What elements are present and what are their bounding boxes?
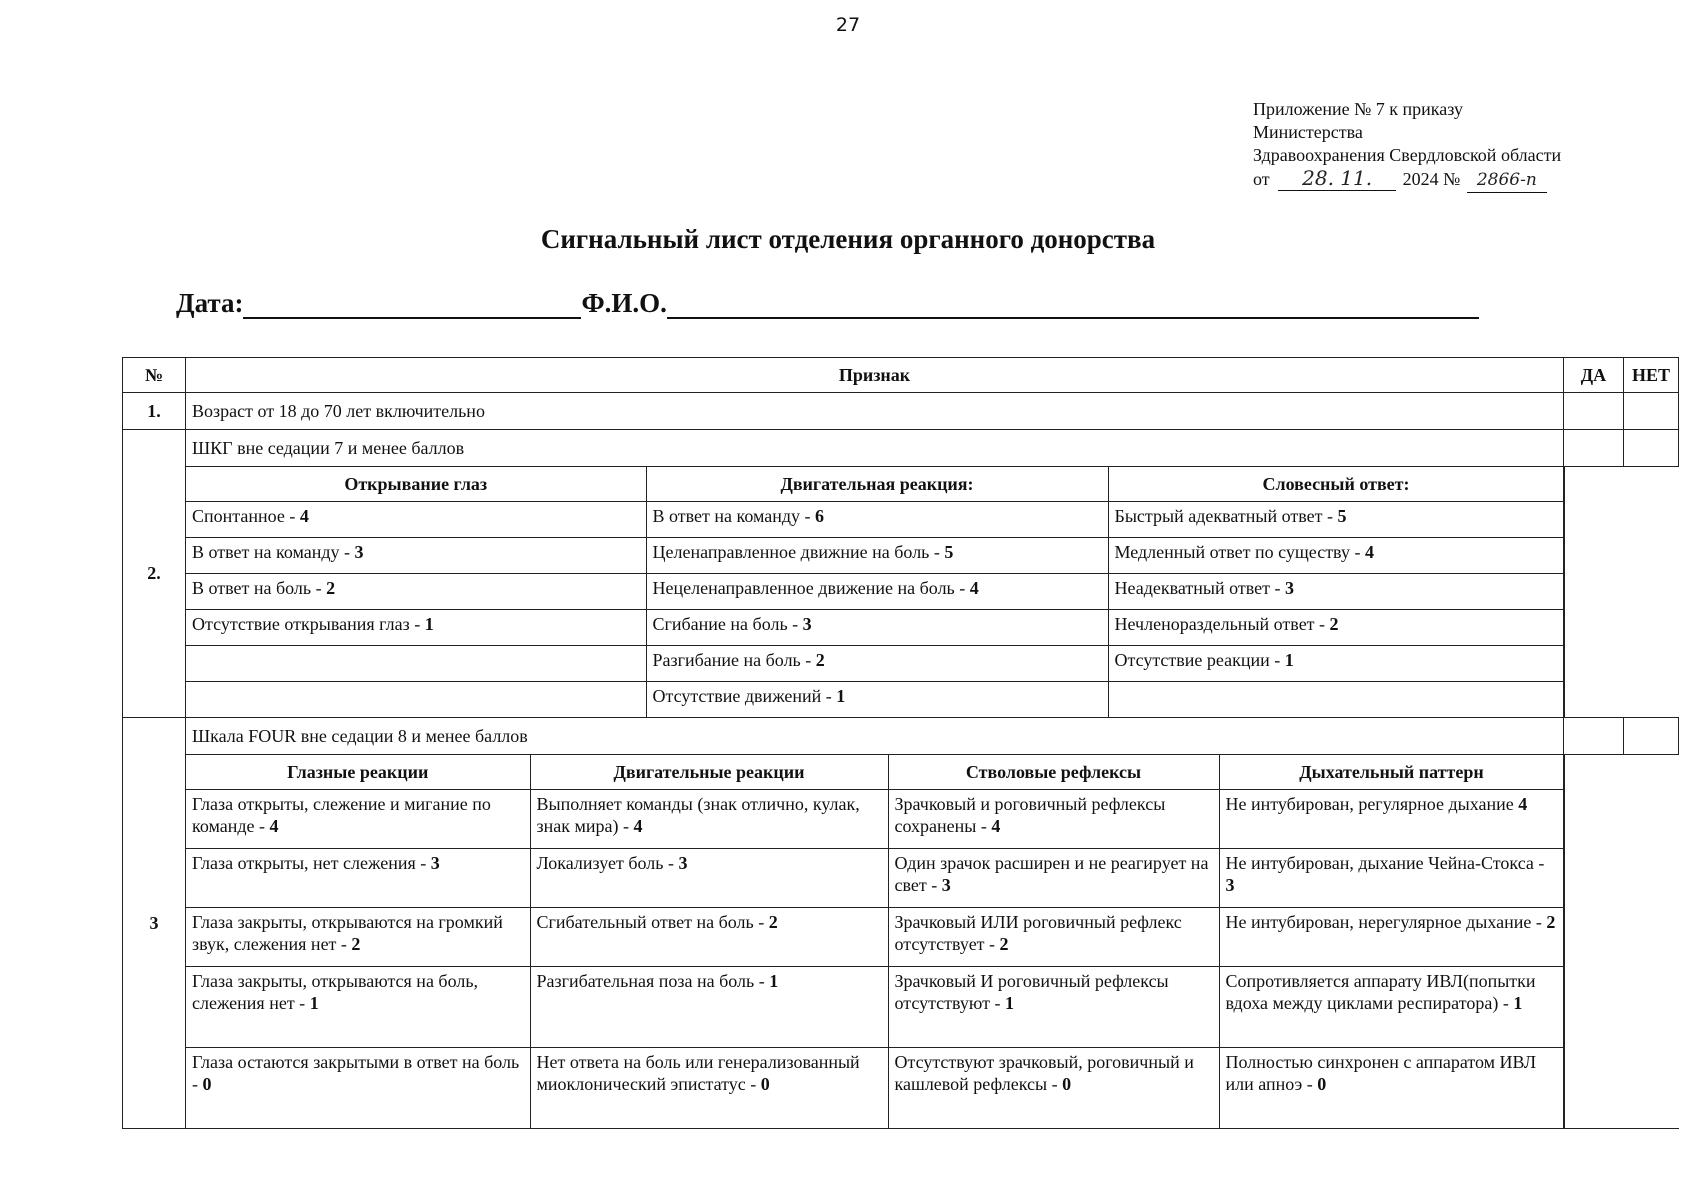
handwritten-order-date: 28. 11. <box>1278 167 1396 191</box>
four-col-respiration: Дыхательный паттерн <box>1219 755 1564 790</box>
four-cell: Локализует боль - 3 <box>530 849 888 908</box>
four-cell: Зрачковый ИЛИ роговичный рефлекс отсутствует - 2 <box>888 908 1219 967</box>
row-number: 2. <box>123 430 186 718</box>
header-line-3: Здравоохранения Свердловской области <box>1253 145 1562 165</box>
fio-field[interactable] <box>667 292 1479 319</box>
signal-table <box>122 357 1679 1129</box>
four-cell: Выполняет команды (знак отлично, кулак, знак мира) - 4 <box>530 790 888 849</box>
gcs-cell: В ответ на команду - 6 <box>646 502 1108 538</box>
header-num: № <box>123 358 186 393</box>
table-row <box>186 574 1564 610</box>
gcs-cell <box>186 646 646 682</box>
table-row <box>186 908 1564 967</box>
four-cell: Глаза открыты, слежение и мигание по команде - 4 <box>186 790 530 849</box>
header-sign: Признак <box>186 358 1564 393</box>
form-title: Сигнальный лист отделения органного донорства <box>540 224 1156 254</box>
table-row-gcs <box>123 430 1679 467</box>
empty-cell <box>1564 755 1679 1129</box>
four-cell: Глаза открыты, нет слежения - 3 <box>186 849 530 908</box>
header-yes: ДА <box>1564 358 1624 393</box>
yes-checkbox-cell[interactable] <box>1564 393 1624 430</box>
gcs-col-verbal: Словесный ответ: <box>1108 467 1564 502</box>
empty-cell <box>1564 467 1679 718</box>
no-checkbox-cell[interactable] <box>1624 393 1679 430</box>
from-label: от <box>1253 169 1270 189</box>
four-col-eyes: Глазные реакции <box>186 755 530 790</box>
form-fields <box>176 288 1479 319</box>
yes-checkbox-cell[interactable] <box>1564 718 1624 755</box>
gcs-cell: Быстрый адекватный ответ - 5 <box>1108 502 1564 538</box>
four-col-brainstem: Стволовые рефлексы <box>888 755 1219 790</box>
fio-label: Ф.И.О. <box>581 288 667 318</box>
table-row <box>186 646 1564 682</box>
four-cell: Разгибательная поза на боль - 1 <box>530 967 888 1048</box>
gcs-cell: Разгибание на боль - 2 <box>646 646 1108 682</box>
four-cell: Один зрачок расширен и не реагирует на свет - 3 <box>888 849 1219 908</box>
gcs-cell: Неадекватный ответ - 3 <box>1108 574 1564 610</box>
gcs-subtable-cell <box>186 467 1564 718</box>
four-cell: Полностью синхронен с аппаратом ИВЛ или апноэ - 0 <box>1219 1048 1564 1129</box>
table-row-age <box>123 393 1679 430</box>
table-row <box>186 849 1564 908</box>
gcs-col-eyes: Открывание глаз <box>186 467 646 502</box>
header-line-2: Министерства <box>1253 122 1363 142</box>
four-subtable-cell <box>186 755 1564 1129</box>
sign-text: ШКГ вне седации 7 и менее баллов <box>186 430 1564 467</box>
four-cell: Нет ответа на боль или генерализованный миоклонический эпистатус - 0 <box>530 1048 888 1129</box>
year-label: 2024 № <box>1402 169 1461 189</box>
table-row <box>186 682 1564 718</box>
row-number: 1. <box>123 393 186 430</box>
gcs-cell <box>186 682 646 718</box>
gcs-cell: Сгибание на боль - 3 <box>646 610 1108 646</box>
gcs-cell: Спонтанное - 4 <box>186 502 646 538</box>
four-cell: Не интубирован, дыхание Чейна-Стокса - 3 <box>1219 849 1564 908</box>
gcs-cell: Нечленораздельный ответ - 2 <box>1108 610 1564 646</box>
gcs-subtable <box>186 467 1565 717</box>
table-row <box>186 967 1564 1048</box>
header-order-date-line <box>1253 167 1561 193</box>
table-row <box>186 538 1564 574</box>
gcs-cell: Отсутствие движений - 1 <box>646 682 1108 718</box>
no-checkbox-cell[interactable] <box>1624 430 1679 467</box>
no-checkbox-cell[interactable] <box>1624 718 1679 755</box>
gcs-cell: Медленный ответ по существу - 4 <box>1108 538 1564 574</box>
four-subtable <box>186 755 1565 1128</box>
handwritten-order-number: 2866-п <box>1467 169 1547 193</box>
date-field[interactable] <box>243 292 581 319</box>
gcs-cell: Отсутствие реакции - 1 <box>1108 646 1564 682</box>
header-no: НЕТ <box>1624 358 1679 393</box>
table-row <box>186 610 1564 646</box>
gcs-cell <box>1108 682 1564 718</box>
four-col-motor: Двигательные реакции <box>530 755 888 790</box>
four-cell: Сгибательный ответ на боль - 2 <box>530 908 888 967</box>
sign-text: Шкала FOUR вне седации 8 и менее баллов <box>186 718 1564 755</box>
order-annex-header <box>1253 98 1561 193</box>
page-number: 27 <box>835 14 861 36</box>
gcs-col-motor: Двигательная реакция: <box>646 467 1108 502</box>
date-label: Дата: <box>176 288 244 318</box>
header-line-1: Приложение № 7 к приказу <box>1253 99 1463 119</box>
table-row-four <box>123 718 1679 755</box>
four-cell: Не интубирован, регулярное дыхание 4 <box>1219 790 1564 849</box>
four-cell: Отсутствуют зрачковый, роговичный и кашлевой рефлексы - 0 <box>888 1048 1219 1129</box>
four-cell: Глаза остаются закрытыми в ответ на боль - 0 <box>186 1048 530 1129</box>
table-row <box>186 790 1564 849</box>
gcs-cell: В ответ на команду - 3 <box>186 538 646 574</box>
gcs-cell: Целенаправленное движние на боль - 5 <box>646 538 1108 574</box>
four-cell: Зрачковый И роговичный рефлексы отсутствуют - 1 <box>888 967 1219 1048</box>
gcs-cell: Отсутствие открывания глаз - 1 <box>186 610 646 646</box>
four-cell: Глаза закрыты, открываются на громкий звук, слежения нет - 2 <box>186 908 530 967</box>
sign-text: Возраст от 18 до 70 лет включительно <box>186 393 1564 430</box>
four-cell: Не интубирован, нерегулярное дыхание - 2 <box>1219 908 1564 967</box>
four-cell: Сопротивляется аппарату ИВЛ(попытки вдоха между циклами респиратора) - 1 <box>1219 967 1564 1048</box>
table-row <box>186 1048 1564 1129</box>
four-cell: Глаза закрыты, открываются на боль, слежения нет - 1 <box>186 967 530 1048</box>
four-cell: Зрачковый и роговичный рефлексы сохранены - 4 <box>888 790 1219 849</box>
gcs-cell: В ответ на боль - 2 <box>186 574 646 610</box>
row-number: 3 <box>123 718 186 1129</box>
gcs-cell: Нецеленаправленное движение на боль - 4 <box>646 574 1108 610</box>
yes-checkbox-cell[interactable] <box>1564 430 1624 467</box>
table-row <box>186 502 1564 538</box>
